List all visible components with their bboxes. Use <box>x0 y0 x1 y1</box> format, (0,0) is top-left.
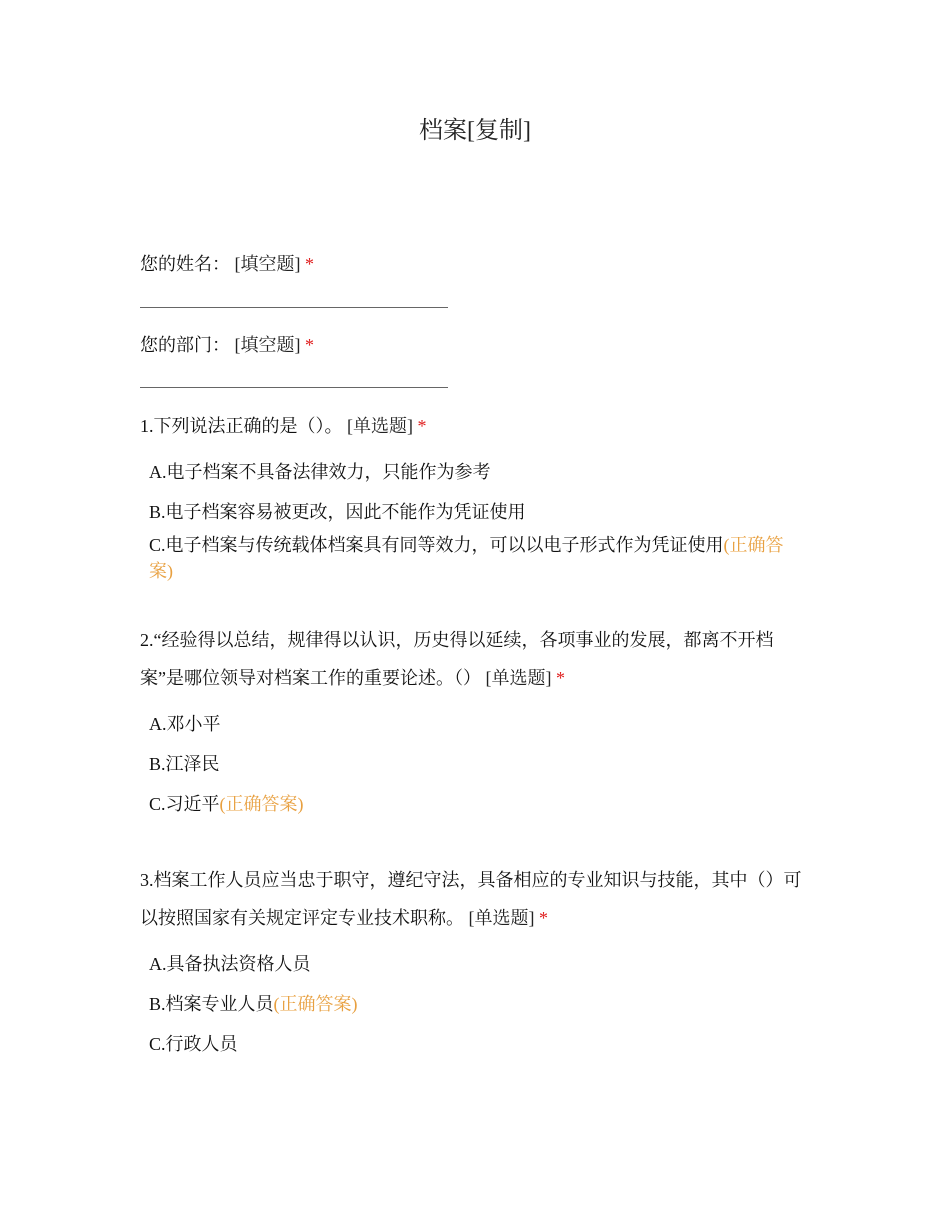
option-2c[interactable] <box>149 791 804 817</box>
field-label: 您的部门： <box>140 335 230 355</box>
option-3b[interactable] <box>149 991 804 1017</box>
question-text: 1.下列说法正确的是（）。 <box>140 416 343 436</box>
field-department-label <box>140 326 805 364</box>
question-type: [填空题] <box>234 335 301 355</box>
option-3a[interactable] <box>149 951 804 977</box>
option-1c[interactable] <box>149 532 804 584</box>
correct-answer-label: (正确答案) <box>273 994 358 1014</box>
question-type: [单选题] <box>485 668 552 688</box>
option-text: A.邓小平 <box>149 714 221 734</box>
required-mark: * <box>305 335 314 355</box>
option-text: A.具备执法资格人员 <box>149 954 311 974</box>
question-1 <box>140 407 805 445</box>
option-2b[interactable] <box>149 751 804 777</box>
page-title: 档案[复制] <box>419 118 531 144</box>
question-text: 2.“经验得以总结，规律得以认识，历史得以延续，各项事业的发展，都离不开档案”是哪位领导对档案工作的重要论述。（） <box>140 630 774 688</box>
field-label: 您的姓名： <box>140 254 230 274</box>
required-mark: * <box>305 254 314 274</box>
name-input-line[interactable] <box>140 307 448 308</box>
option-1a[interactable] <box>149 459 804 485</box>
question-2 <box>140 621 805 697</box>
option-text: C.电子档案与传统载体档案具有同等效力，可以以电子形式作为凭证使用 <box>149 535 724 555</box>
question-3 <box>140 861 805 937</box>
option-2a[interactable] <box>149 711 804 737</box>
correct-answer-label: (正确答案) <box>149 535 784 581</box>
option-text: B.江泽民 <box>149 754 220 774</box>
question-text: 3.档案工作人员应当忠于职守，遵纪守法，具备相应的专业知识与技能，其中（）可以按照国家有关规定评定专业技术职称。 <box>140 870 802 928</box>
required-mark: * <box>417 416 427 436</box>
option-1b[interactable] <box>149 499 804 525</box>
option-3c[interactable] <box>149 1031 804 1057</box>
option-text: A.电子档案不具备法律效力，只能作为参考 <box>149 462 491 482</box>
required-mark: * <box>539 908 548 928</box>
required-mark: * <box>556 668 565 688</box>
question-type: [填空题] <box>234 254 301 274</box>
correct-answer-label: (正确答案) <box>219 794 304 814</box>
field-name-label <box>140 245 805 283</box>
question-type: [单选题] <box>347 416 413 436</box>
option-text: B.档案专业人员 <box>149 994 274 1014</box>
option-text: C.行政人员 <box>149 1034 238 1054</box>
department-input-line[interactable] <box>140 387 448 388</box>
question-type: [单选题] <box>468 908 535 928</box>
option-text: B.电子档案容易被更改，因此不能作为凭证使用 <box>149 502 526 522</box>
option-text: C.习近平 <box>149 794 220 814</box>
